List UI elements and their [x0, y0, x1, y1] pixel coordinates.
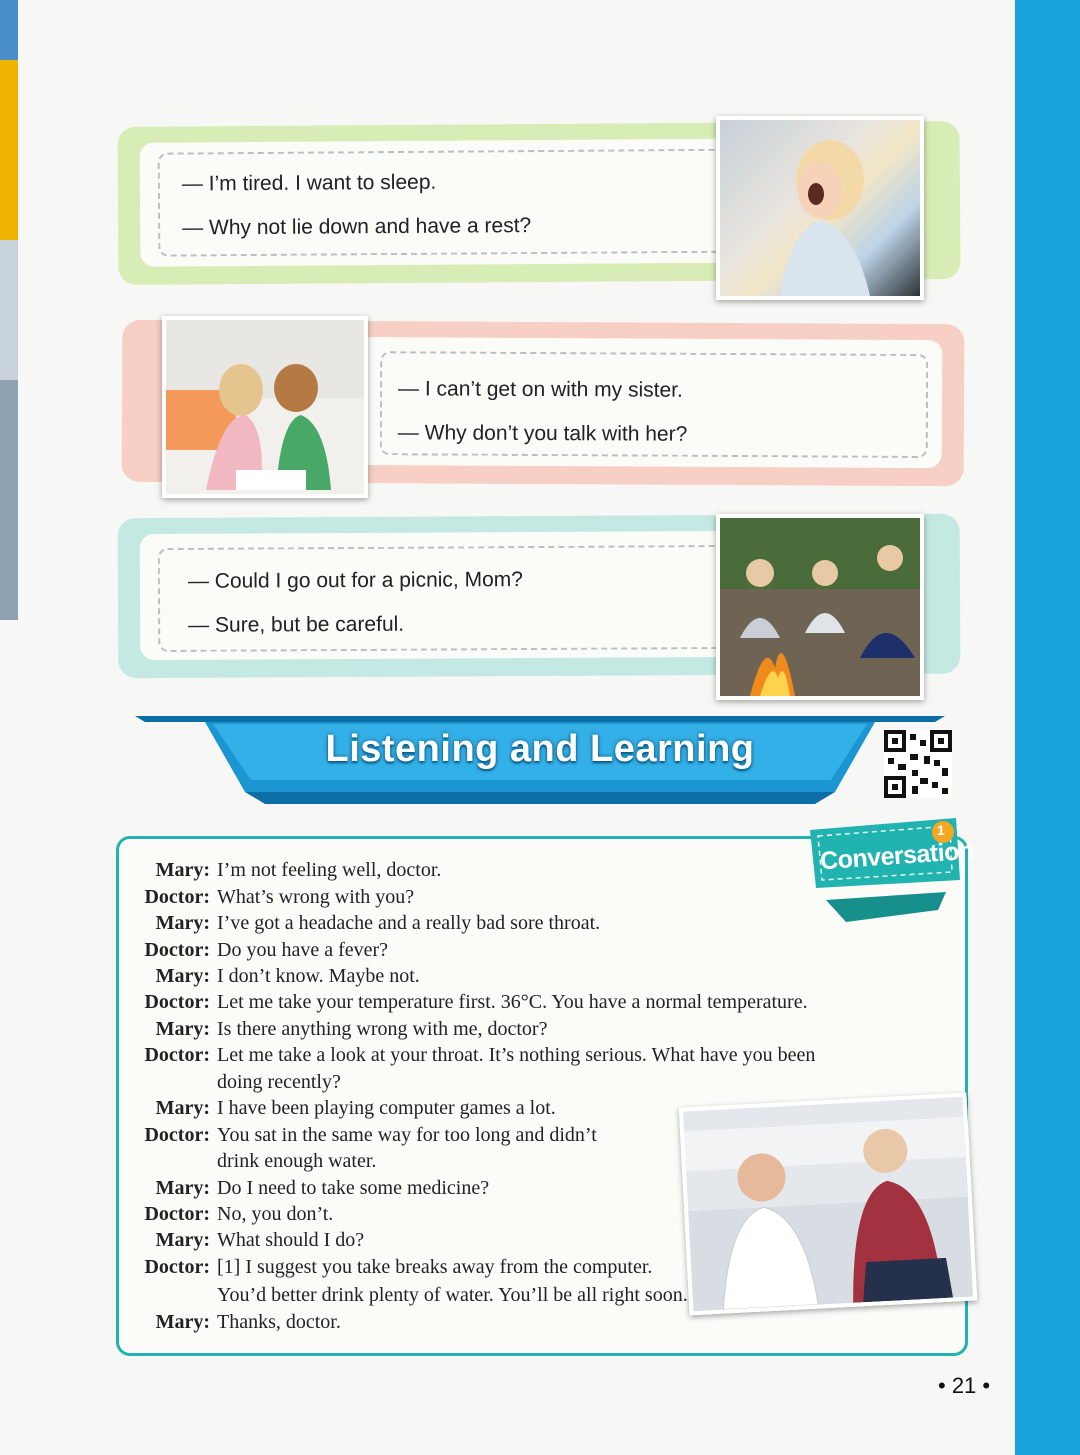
line-text: I have been playing computer games a lot.: [217, 1097, 556, 1119]
speaker-label: Doctor:: [144, 1256, 210, 1278]
qr-code[interactable]: [884, 730, 952, 798]
line-text: What should I do?: [217, 1229, 365, 1251]
page-side-bar: [1015, 0, 1080, 1455]
speaker-label: Doctor:: [144, 991, 210, 1013]
qr-code-graphic: [884, 730, 952, 798]
speaker-label: Mary:: [155, 859, 210, 881]
speaker-label: Doctor:: [144, 939, 210, 961]
line-text: What’s wrong with you?: [217, 886, 415, 908]
left-edge-photo-strip: [0, 0, 18, 620]
line-text: I’m not feeling well, doctor.: [217, 859, 442, 881]
line-text: No, you don’t.: [217, 1203, 334, 1225]
line-text: You sat in the same way for too long and didn’t: [217, 1124, 597, 1146]
dialogue-2-line-1: — I can’t get on with my sister.: [398, 377, 683, 402]
speaker-label: Mary:: [155, 1177, 210, 1199]
dialogue-3-line-2: — Sure, but be careful.: [188, 612, 405, 637]
speaker-label: Mary:: [155, 1311, 210, 1333]
dialogue-2-line-2: — Why don’t you talk with her?: [397, 421, 688, 446]
speaker-label: Mary:: [155, 912, 210, 934]
campfire-picnic-photo: [716, 514, 924, 700]
arguing-sisters-photo: [162, 316, 368, 498]
conversation-tag: [806, 810, 975, 930]
line-text: drink enough water.: [217, 1150, 377, 1172]
section-banner: [135, 712, 945, 807]
line-text: I don’t know. Maybe not.: [217, 965, 420, 987]
line-text: doing recently?: [217, 1071, 341, 1093]
line-text: [1] I suggest you take breaks away from the computer.: [217, 1256, 653, 1278]
line-text: Is there anything wrong with me, doctor?: [217, 1018, 548, 1040]
speaker-label: Mary:: [155, 1018, 210, 1040]
dialogue-1-line-1: — I’m tired. I want to sleep.: [181, 170, 437, 196]
speaker-label: Mary:: [155, 965, 210, 987]
doctor-patient-photo: [679, 1093, 977, 1316]
line-text: Let me take a look at your throat. It’s nothing serious. What have you been: [217, 1044, 816, 1066]
line-text: Do you have a fever?: [217, 939, 389, 961]
line-text: You’d better drink plenty of water. You’ll be all right soon.: [217, 1284, 688, 1306]
sisters-illustration: [166, 320, 364, 494]
speaker-label: Doctor:: [144, 1044, 210, 1066]
yawning-woman-illustration: [720, 120, 920, 296]
page-number: • 21 •: [938, 1373, 991, 1398]
dialogue-3-line-1: — Could I go out for a picnic, Mom?: [187, 568, 523, 593]
speaker-label: Doctor:: [144, 1203, 210, 1225]
line-text: Let me take your temperature first. 36°C. You have a normal temperature.: [217, 991, 808, 1013]
section-title: Listening and Learning: [325, 728, 755, 770]
doctor-patient-illustration: [683, 1097, 973, 1311]
yawning-woman-photo: [716, 116, 924, 300]
speaker-label: Doctor:: [144, 886, 210, 908]
campfire-illustration: [720, 518, 920, 696]
dialogue-1-line-2: — Why not lie down and have a rest?: [182, 214, 532, 240]
conversation-tag-label: Conversation: [819, 836, 975, 876]
conversation-tag-number: 1: [937, 822, 945, 838]
line-text: Thanks, doctor.: [217, 1311, 341, 1333]
line-text: Do I need to take some medicine?: [217, 1177, 490, 1199]
speaker-label: Mary:: [155, 1097, 210, 1119]
speaker-label: Mary:: [155, 1229, 210, 1251]
line-text: I’ve got a headache and a really bad sore throat.: [217, 912, 601, 934]
speaker-label: Doctor:: [144, 1124, 210, 1146]
